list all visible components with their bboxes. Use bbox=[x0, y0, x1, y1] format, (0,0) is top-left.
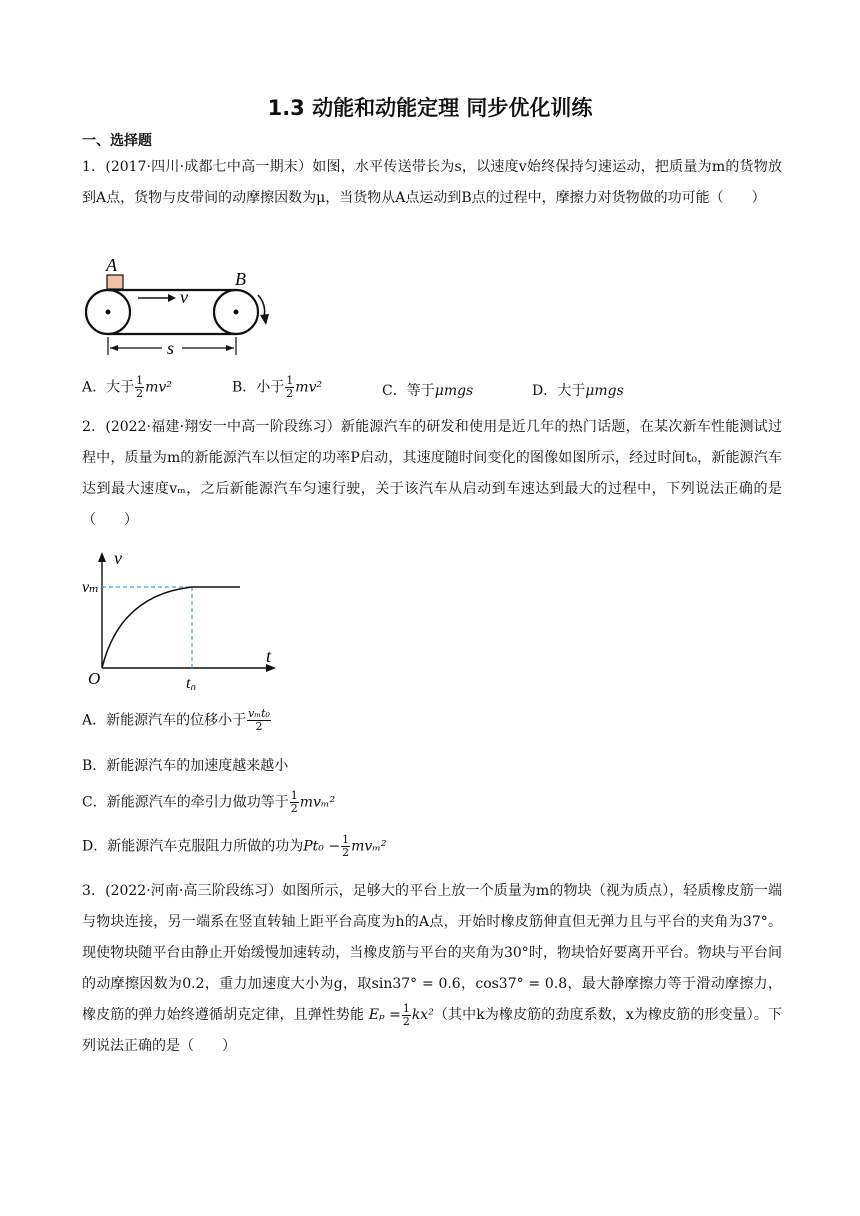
question-1-text: 1．(2017·四川·成都七中高一期末）如图，水平传送带长为s，以速度v始终保持匀速运动，把质量为m的货物放到A点，货物与皮带间的动摩擦因数为μ，当货物从A点运动到B点的过程中，摩擦力对货物做的功可能（ ） bbox=[82, 159, 782, 206]
section-heading: 一、选择题 bbox=[82, 133, 152, 149]
q2-option-b[interactable]: B．新能源汽车的加速度越来越小 bbox=[82, 758, 289, 774]
q1-option-c[interactable]: C．等于μmgs bbox=[382, 383, 474, 399]
q1-option-b[interactable]: B．小于 $\frac{1}{2}$ mv² bbox=[232, 374, 323, 400]
vm-label: vₘ bbox=[82, 579, 99, 596]
velocity-curve bbox=[102, 587, 240, 668]
t0-label: t₀ bbox=[186, 675, 197, 690]
q2-option-a[interactable]: A．新能源汽车的位移小于 $\frac{\text{vₘt₀}}{2}$ bbox=[82, 707, 270, 733]
q1-option-d[interactable]: D．大于μmgs bbox=[532, 383, 624, 399]
label-b: B bbox=[235, 269, 246, 289]
origin-label: O bbox=[88, 669, 101, 688]
cargo-block bbox=[107, 275, 123, 289]
label-a: A bbox=[106, 255, 117, 275]
label-s: s bbox=[167, 338, 175, 358]
page-title: 1.3 动能和动能定理 同步优化训练 bbox=[267, 96, 593, 120]
question-2-text: 2．(2022·福建·翔安一中高一阶段练习）新能源汽车的研发和使用是近几年的热门话题，在某次新车性能测试过程中，质量为m的新能源汽车以恒定的功率P启动，其速度随时间变化的图像如图所示，经过时间t₀，新能源汽车达到最大速度vₘ，之后新能源汽车匀速行驶，关于该汽车从启动到车速达到最大的过程中，下列说法正确的是（ ） bbox=[82, 419, 782, 528]
q2-option-d[interactable]: D．新能源汽车克服阻力所做的功为Pt₀ − $\frac{1}{2}$ mvₘ² bbox=[82, 833, 387, 859]
velocity-time-graph bbox=[80, 550, 280, 690]
axis-label-t: t bbox=[266, 646, 272, 666]
axis-label-v: v bbox=[114, 550, 122, 568]
q1-option-a[interactable]: A．大于 $\frac{1}{2}$ mv² bbox=[82, 374, 172, 400]
conveyor-belt-figure bbox=[80, 255, 280, 365]
label-v: v bbox=[180, 287, 188, 307]
q2-option-c[interactable]: C．新能源汽车的牵引力做功等于 $\frac{1}{2}$ mvₘ² bbox=[82, 789, 336, 815]
question-3-text: 3．(2022·河南·高三阶段练习）如图所示，足够大的平台上放一个质量为m的物块（视为质点），轻质橡皮筋一端与物块连接，另一端系在竖直转轴上距平台高度为h的A点，开始时橡皮筋伸直但无弹力且与平台的夹角为37°。现使物块随平台由静止开始缓慢加速转动，当橡皮筋与平台的夹角为30°时，物块恰好要离开平台。物块与平台间的动摩擦因数为0.2，重力加速度大小为g，取sin37° = 0.6，cos37° = 0.8，最大静摩擦力等于滑动摩擦力，橡皮筋的弹力始终遵循胡克定律，且弹性势能 Eₚ = $\frac{1}{2}$ kx²（其中k为橡皮筋的劲度系数，x为橡皮筋的形变量）。下列说法正确的是（ ） bbox=[82, 883, 782, 1054]
